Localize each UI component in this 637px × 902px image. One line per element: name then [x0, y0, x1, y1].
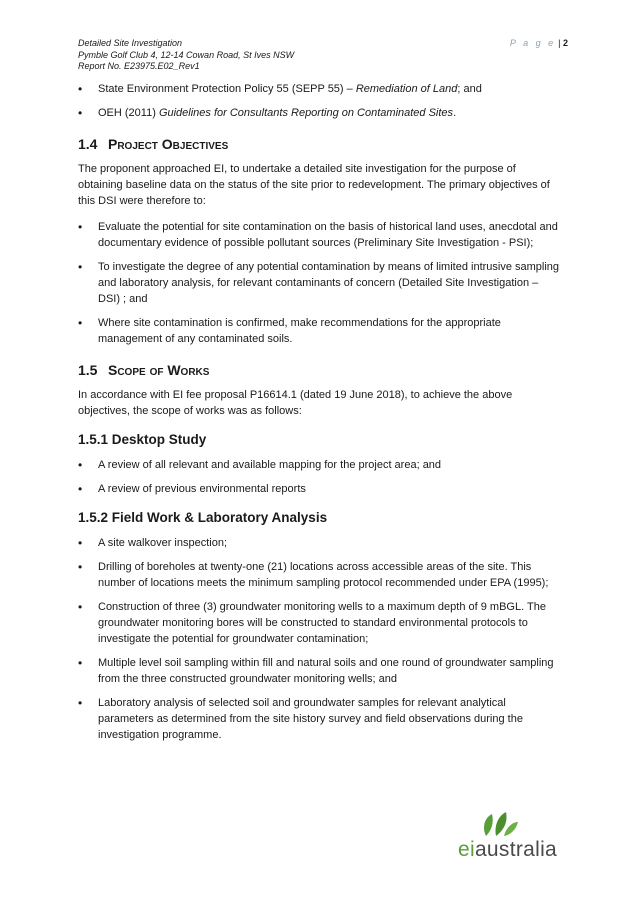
list-item: • A review of all relevant and available mapping for the project area; and: [78, 457, 560, 473]
leaf-icon: [480, 810, 520, 838]
list-item: • To investigate the degree of any potential contamination by means of limited intrusive sampling and laboratory analysis, for relevant contaminants of concern (Detailed Site Investigation – DSI) ; and: [78, 259, 560, 307]
list-item: • A review of previous environmental reports: [78, 481, 560, 497]
section-heading-scope-of-works: 1.5 Scope of Works: [78, 362, 210, 378]
page-header: [78, 38, 568, 73]
reference-list: [78, 81, 560, 121]
section-heading-project-objectives: 1.4 Project Objectives: [78, 136, 229, 152]
desktop-study-list: [78, 457, 560, 497]
paragraph: In accordance with EI fee proposal P16614.1 (dated 19 June 2018), to achieve the above objectives, the scope of works was as follows:: [78, 389, 513, 417]
header-report-number: Report No. E23975.E02_Rev1: [78, 61, 200, 71]
company-logo: [458, 810, 568, 862]
list-item: • Construction of three (3) groundwater monitoring wells to a maximum depth of 9 mBGL. The groundwater monitoring bores will be constructed to standard environmental protocols to investigate the potential for groundwater contamination;: [78, 599, 560, 647]
document-body: [78, 81, 560, 751]
page-separator: |: [558, 38, 561, 48]
list-item: • Multiple level soil sampling within fill and natural soils and one round of groundwater sampling from the three constructed groundwater monitoring wells; and: [78, 655, 560, 687]
page-number-value: 2: [562, 38, 568, 48]
list-item: • State Environment Protection Policy 55 (SEPP 55) – Remediation of Land; and: [78, 81, 560, 97]
logo-wordmark: eiaustralia: [458, 838, 558, 861]
list-item: • Where site contamination is confirmed, make recommendations for the appropriate management of any contaminated soils.: [78, 315, 560, 347]
list-item: • Evaluate the potential for site contamination on the basis of historical land uses, anecdotal and documentary evidence of possible pollutant sources (Preliminary Site Investigation - PSI);: [78, 219, 560, 251]
paragraph: The proponent approached EI, to undertake a detailed site investigation for the purpose of obtaining baseline data on the status of the site prior to redevelopment. The primary objectives of this DSI were therefore to:: [78, 163, 550, 207]
header-site-address: Pymble Golf Club 4, 12-14 Cowan Road, St Ives NSW: [78, 49, 295, 60]
list-item: • Drilling of boreholes at twenty-one (21) locations across accessible areas of the site. This number of locations meets the minimum sampling protocol recommended under EPA (1995);: [78, 559, 560, 591]
subsection-heading-desktop-study: 1.5.1 Desktop Study: [78, 432, 207, 447]
list-item: • A site walkover inspection;: [78, 535, 560, 551]
objectives-list: [78, 219, 560, 347]
subsection-heading-field-work: 1.5.2 Field Work & Laboratory Analysis: [78, 510, 328, 525]
field-work-list: [78, 535, 560, 743]
header-doc-title: Detailed Site Investigation: [78, 38, 183, 48]
list-item: • Laboratory analysis of selected soil and groundwater samples for relevant analytical parameters as determined from the site history survey and field observations during the investigation programme.: [78, 695, 560, 743]
page-number: [510, 38, 568, 50]
page-label: P a g e: [509, 38, 556, 48]
list-item: • OEH (2011) Guidelines for Consultants Reporting on Contaminated Sites.: [78, 105, 560, 121]
